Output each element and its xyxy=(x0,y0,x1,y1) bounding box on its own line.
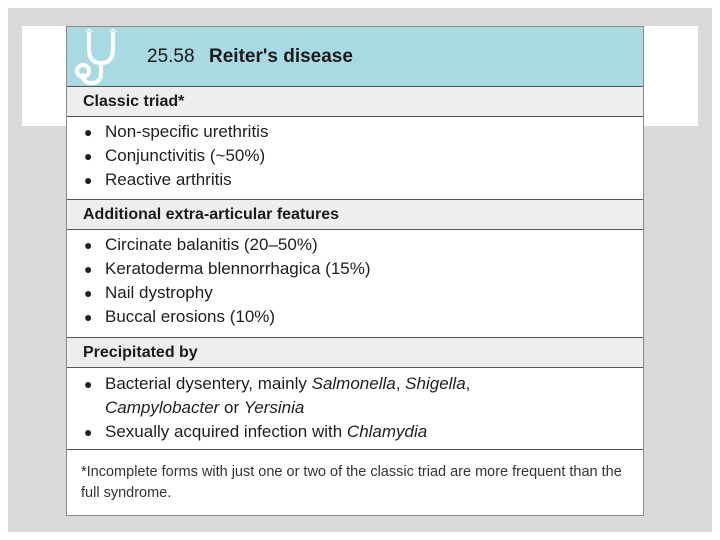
box-number: 25.58 xyxy=(147,46,195,67)
clinical-info-box xyxy=(66,26,644,516)
section-heading-extra-articular: Additional extra-articular features xyxy=(67,199,643,230)
list-item: ● Conjunctivitis (~50%) xyxy=(84,146,266,165)
list-item: ● Sexually acquired infection with Chlamydia xyxy=(84,422,428,441)
stethoscope-icon xyxy=(67,27,137,87)
footnote: *Incomplete forms with just one or two of the classic triad are more frequent than the full syndrome. xyxy=(81,464,622,501)
classic-triad-list xyxy=(67,120,643,192)
section-heading-classic-triad: Classic triad* xyxy=(67,86,643,117)
list-item: ● Circinate balanitis (20–50%) xyxy=(84,235,318,254)
extra-articular-list xyxy=(67,233,643,329)
list-item: ● Reactive arthritis xyxy=(84,170,232,189)
box-title: Reiter's disease xyxy=(209,46,353,67)
list-item: ● Non-specific urethritis xyxy=(84,122,269,141)
list-item: ● Buccal erosions (10%) xyxy=(84,307,276,326)
box-title-bar xyxy=(67,27,643,88)
precipitated-by-list xyxy=(67,372,643,444)
list-item: ● Nail dystrophy xyxy=(84,283,213,302)
footnote-divider xyxy=(67,449,643,450)
section-heading-precipitated-by: Precipitated by xyxy=(67,337,643,368)
list-item: ● Bacterial dysentery, mainly Salmonella, Shigella, Campylobacter or Yersinia xyxy=(84,374,471,417)
list-item: ● Keratoderma blennorrhagica (15%) xyxy=(84,259,371,278)
